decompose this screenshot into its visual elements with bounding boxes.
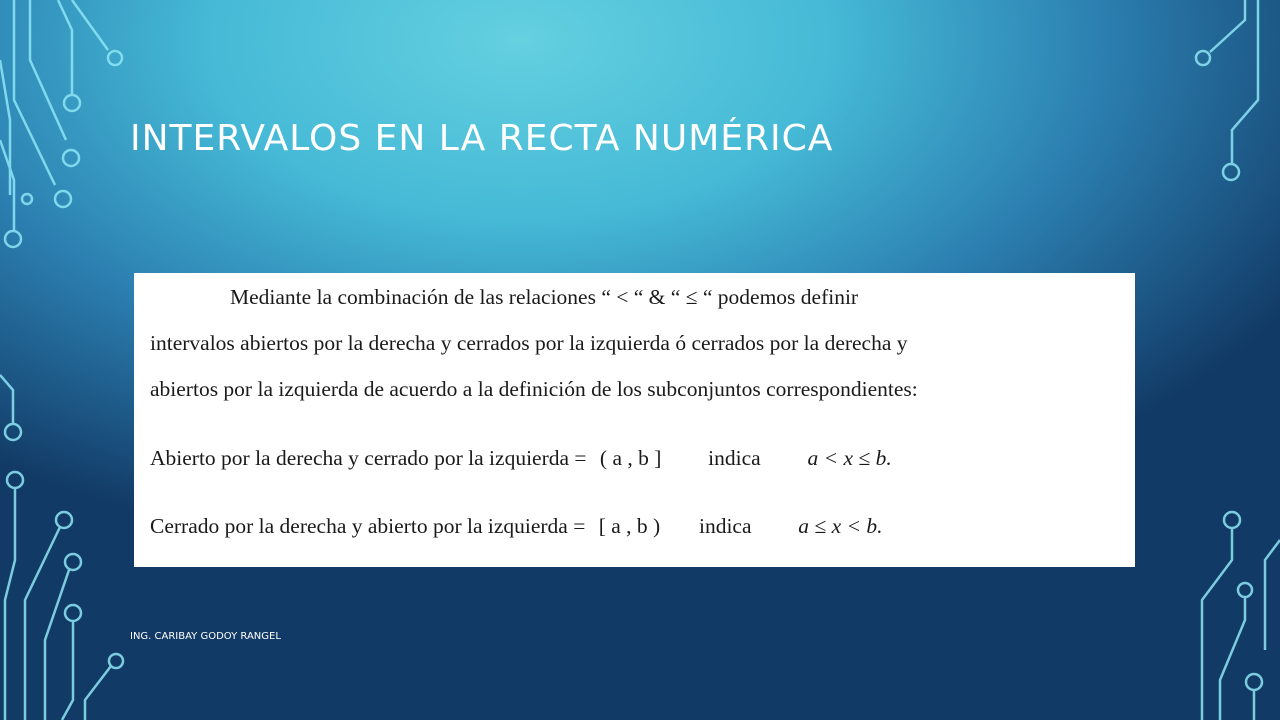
definition-text: Cerrado por la derecha y abierto por la izquierda = (150, 514, 586, 538)
indica-label: indica (708, 446, 761, 470)
content-image (134, 273, 1135, 567)
inequality-expression: a ≤ x < b. (798, 514, 883, 538)
definition-open-right (150, 446, 892, 471)
definition-closed-right (150, 514, 883, 539)
slide-title: INTERVALOS EN LA RECTA NUMÉRICA (130, 118, 834, 159)
paragraph-line-1: Mediante la combinación de las relaciones “ < “ & “ ≤ “ podemos definir (230, 285, 859, 309)
paragraph-line-3: abiertos por la izquierda de acuerdo a la definición de los subconjuntos correspondientes: (150, 377, 918, 401)
paragraph-line-2: intervalos abiertos por la derecha y cerrados por la izquierda ó cerrados por la derecha y (150, 331, 908, 355)
interval-notation: ( a , b ] (599, 446, 662, 470)
slide-footer: ING. CARIBAY GODOY RANGEL (130, 631, 281, 642)
definition-text: Abierto por la derecha y cerrado por la izquierda = (150, 446, 587, 470)
interval-notation: [ a , b ) (598, 514, 661, 538)
inequality-expression: a < x ≤ b. (807, 446, 892, 470)
indica-label: indica (698, 514, 752, 538)
